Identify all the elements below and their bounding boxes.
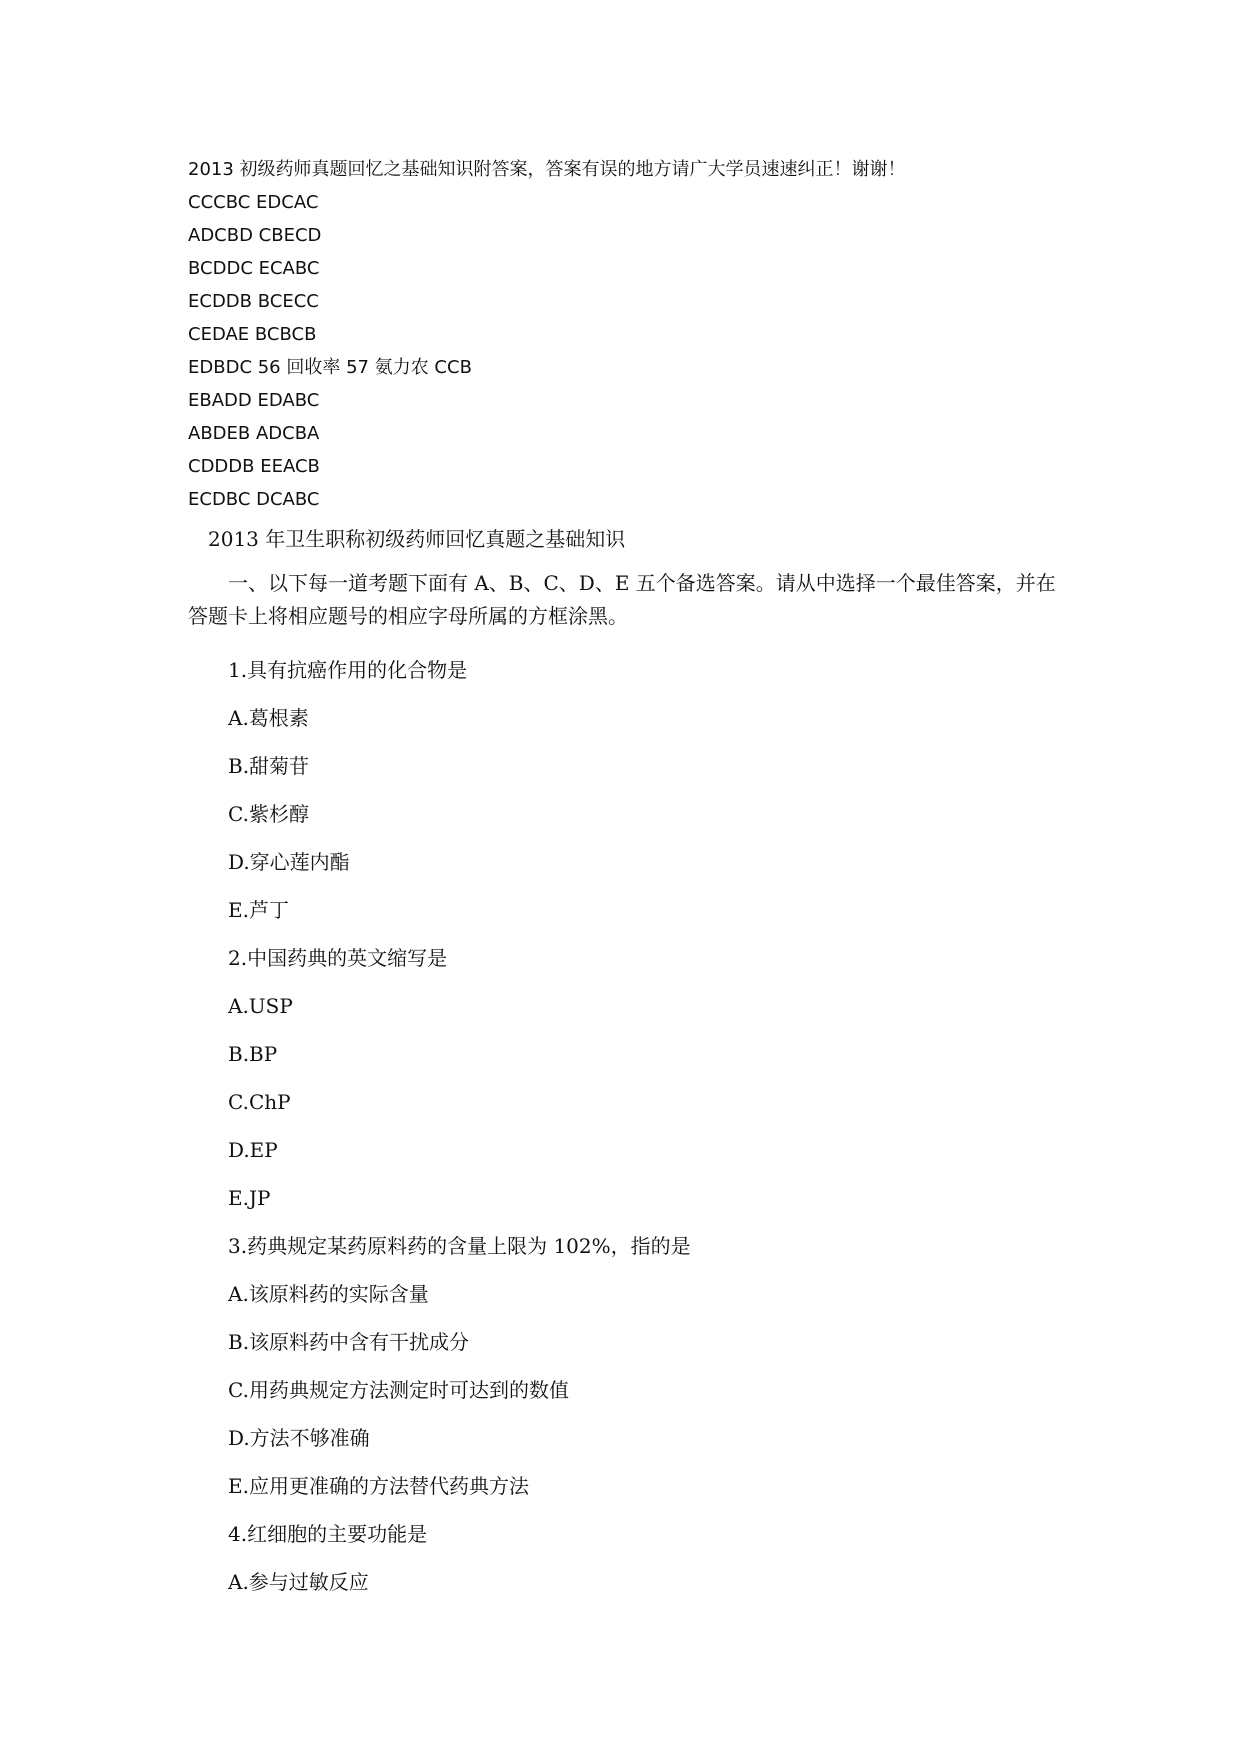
question-stem: 1.具有抗癌作用的化合物是 (228, 658, 468, 682)
question-option: A.USP (228, 994, 293, 1018)
question-option: B.BP (228, 1042, 278, 1066)
question-stem: 3.药典规定某药原料药的含量上限为 102%，指的是 (228, 1234, 691, 1258)
question-option: C.紫杉醇 (228, 802, 309, 826)
question (188, 934, 1068, 1222)
question-option: D.方法不够准确 (228, 1426, 370, 1450)
question-option: E.芦丁 (228, 898, 289, 922)
section-instruction: 一、以下每一道考题下面有 A、B、C、D、E 五个备选答案。请从中选择一个最佳答案，并在答题卡上将相应题号的相应字母所属的方框涂黑。 (188, 571, 1056, 628)
answer-key-line: EDBDC 56 回收率 57 氨力农 CCB (188, 357, 472, 378)
answer-key-line: ECDDB BCECC (188, 291, 319, 312)
answer-key-line: ADCBD CBECD (188, 225, 322, 246)
question-option: C.用药典规定方法测定时可达到的数值 (228, 1378, 569, 1402)
question (188, 1222, 1068, 1510)
question-option: A.参与过敏反应 (228, 1570, 369, 1594)
question-option: D.穿心莲内酯 (228, 850, 350, 874)
question (188, 646, 1068, 934)
question-option: D.EP (228, 1138, 278, 1162)
answer-key-line: BCDDC ECABC (188, 258, 320, 279)
answer-key-line: CEDAE BCBCB (188, 324, 317, 345)
answer-key-line: ABDEB ADCBA (188, 423, 320, 444)
question-option: A.该原料药的实际含量 (228, 1282, 429, 1306)
question-option: B.该原料药中含有干扰成分 (228, 1330, 470, 1354)
question (188, 1510, 1068, 1606)
question-option: E.JP (228, 1186, 271, 1210)
section-title: 2013 年卫生职称初级药师回忆真题之基础知识 (208, 527, 626, 551)
answer-key-block (188, 153, 1148, 516)
question-list (188, 646, 1068, 1606)
question-option: E.应用更准确的方法替代药典方法 (228, 1474, 529, 1498)
question-stem: 2.中国药典的英文缩写是 (228, 946, 448, 970)
answer-key-line: CDDDB EEACB (188, 456, 320, 477)
answer-key-title: 2013 初级药师真题回忆之基础知识附答案，答案有误的地方请广大学员速速纠正！谢谢！ (188, 159, 906, 180)
question-option: A.葛根素 (228, 706, 309, 730)
question-stem: 4.红细胞的主要功能是 (228, 1522, 428, 1546)
answer-key-line: ECDBC DCABC (188, 489, 320, 510)
answer-key-line: EBADD EDABC (188, 390, 320, 411)
answer-key-line: CCCBC EDCAC (188, 192, 319, 213)
exam-section (188, 519, 1068, 1606)
question-option: B.甜菊苷 (228, 754, 310, 778)
question-option: C.ChP (228, 1090, 291, 1114)
